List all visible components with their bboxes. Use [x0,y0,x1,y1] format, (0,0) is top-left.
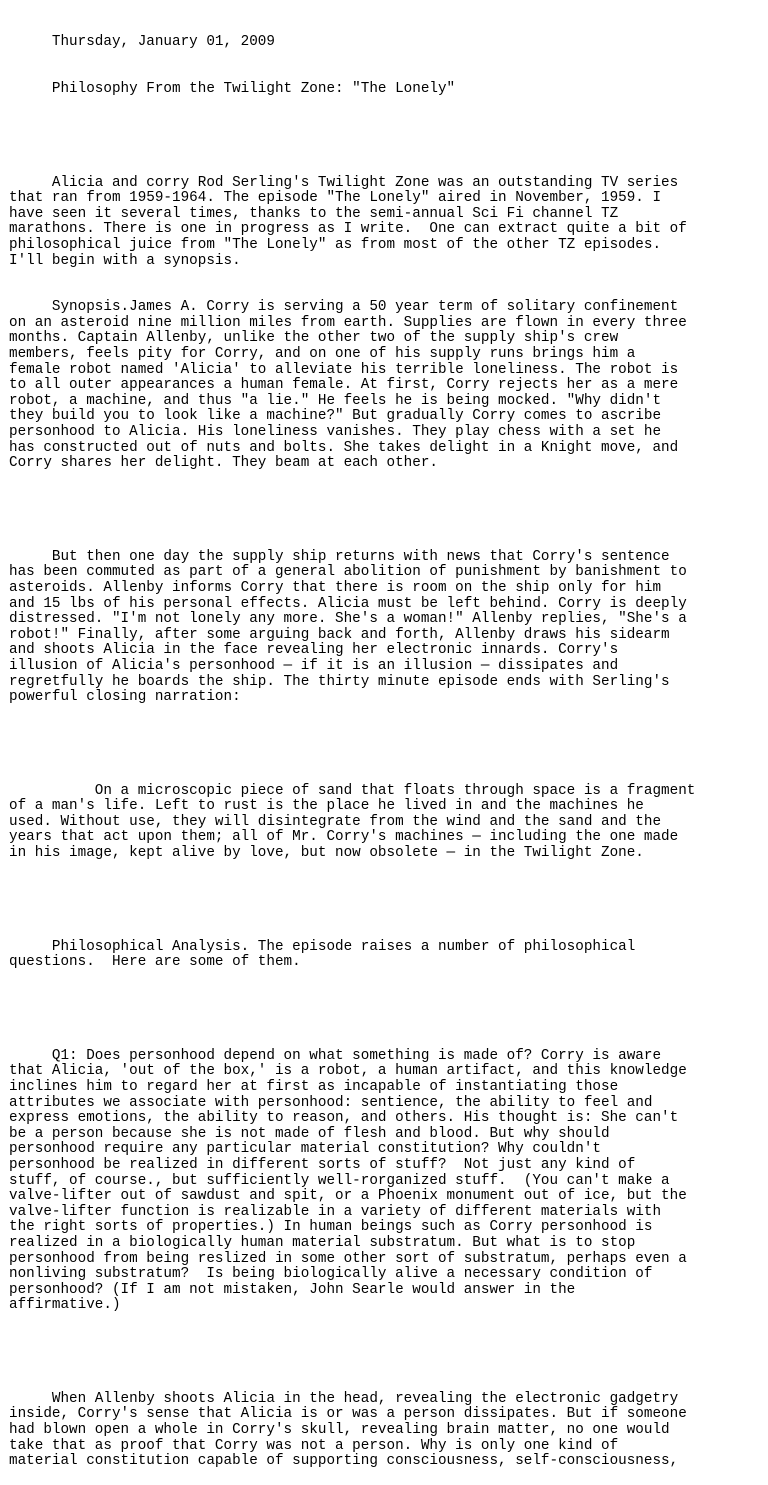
post-date: Thursday, January 01, 2009 [9,34,275,51]
ending-paragraph: But then one day the supply ship returns with news that Corry's sentence has been commuted as part of a general abolition of punishment by banishment to asteroids. Allenby informs Corry that there is room on the ship only for him and 15 lbs of his personal effects. Alicia must be left behind. Corry is deeply distressed. "I'm not lonely any more. She's a woman!" Allenby replies, "She's a robot!" Finally, after some arguing back and forth, Allenby draws his sidearm and shoots Alicia in the face revealing her electronic innards. Corry's illusion of Alicia's personhood — if it is an illusion — dissipates and regretfully he boards the ship. The thirty minute episode ends with Serling's powerful closing narration: [9,548,687,706]
paragraph-gap [9,1002,764,1018]
paragraph-gap [9,129,764,145]
paragraph-gap [9,503,764,519]
paragraph-gap [9,1345,764,1361]
closing-narration-quote: On a microscopic piece of sand that floats through space is a fragment of a man's life. Left to rust is the place he lived in and the machines he used. Without use, they will disintegrate from the wind and the sand and the years that act upon them; all of Mr. Corry's machines — including the one made in his image, kept alive by love, but now obsolete — in the Twilight Zone. [9,782,696,862]
synopsis-paragraph: Synopsis.James A. Corry is serving a 50 year term of solitary confinement on an asteroid nine million miles from earth. Supplies are flown in every three months. Captain Allenby, unlike the other two of the supply ship's crew members, feels pity for Corry, and on one of his supply runs brings him a female robot named 'Alicia' to alleviate his terrible loneliness. The robot is to all outer appearances a human female. At first, Corry rejects her as a mere robot, a machine, and thus "a lie." He feels he is being mocked. "Why didn't they build you to look like a machine?" But gradually Corry comes to ascribe personhood to Alicia. His loneliness vanishes. They play chess with a set he has constructed out of nuts and bolts. She takes delight in a Knight move, and Corry shares her delight. They beam at each other. [9,299,687,472]
final-paragraph: When Allenby shoots Alicia in the head, revealing the electronic gadgetry inside, Corry's sense that Alicia is or was a person dissipates. But if someone had blown open a whole in Corry's skull, revealing brain matter, no one would take that as proof that Corry was not a person. Why is only one kind of material constitution capable of supporting consciousness, self-consciousness, [9,1390,687,1470]
analysis-paragraph: Philosophical Analysis. The episode raises a number of philosophical questions. Here are some of them. [9,938,636,971]
paragraph-gap [9,737,764,753]
post-title: Philosophy From the Twilight Zone: "The Lonely" [9,80,456,97]
question-one-paragraph: Q1: Does personhood depend on what something is made of? Corry is aware that Alicia, 'out of the box,' is a robot, a human artifact, and this knowledge inclines him to regard her at first as incapable of instantiating those attributes we associate with personhood: sentience, the ability to feel and express emotions, the ability to reason, and others. His thought is: She can't be a person because she is not made of flesh and blood. But why should personhood require any particular material constitution? Why couldn't personhood be realized in different sorts of stuff? Not just any kind of stuff, of course., but sufficiently well-rorganized stuff. (You can't make a valve-lifter out of sawdust and spit, or a Phoenix monument out of ice, but the valve-lifter function is realizable in a variety of different materials with the right sorts of properties.) In human beings such as Corry personhood is realized in a biologically human material substratum. But what is to stop personhood from being reslized in some other sort of substratum, perhaps even a nonliving substratum? Is being biologically alive a necessary condition of personhood? (If I am not mistaken, John Searle would answer in the affirmative.) [9,1047,687,1314]
paragraph-gap [9,893,764,909]
blog-post [9,4,764,1485]
intro-paragraph: Alicia and corry Rod Serling's Twilight Zone was an outstanding TV series that ran from 1959-1964. The episode "The Lonely" aired in November, 1959. I have seen it several times, thanks to the semi-annual Sci Fi channel TZ marathons. There is one in progress as I write. One can extract quite a bit of philosophical juice from "The Lonely" as from most of the other TZ episodes. I'll begin with a synopsis. [9,174,687,269]
